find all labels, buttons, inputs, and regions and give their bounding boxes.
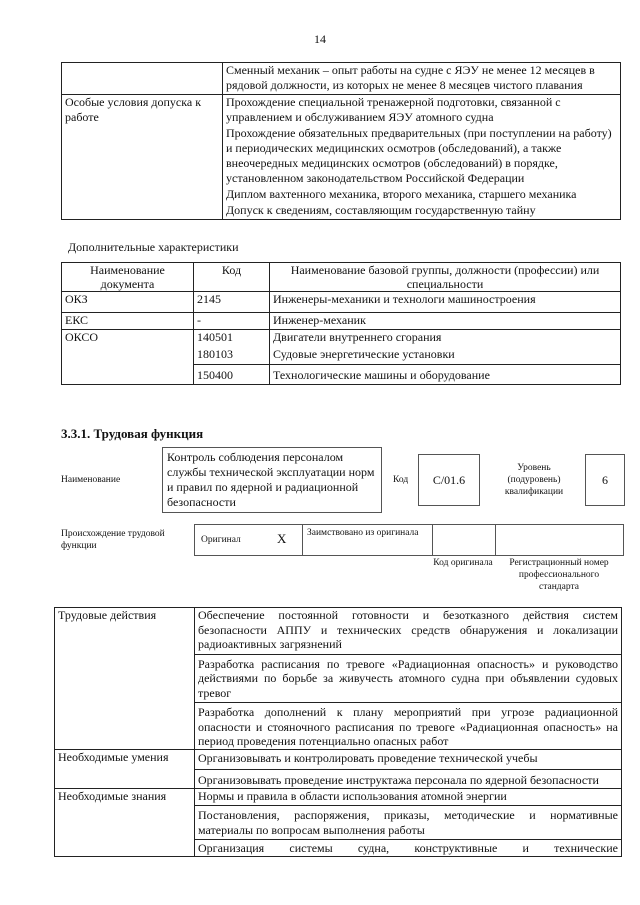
original-mark: X (277, 531, 287, 546)
table-row (62, 63, 621, 95)
experience-cell (223, 63, 621, 95)
origin-code-caption: Код оригинала (433, 558, 493, 568)
function-code-label: Код (393, 475, 409, 485)
header-code: Код (194, 263, 270, 292)
table-row (62, 292, 621, 313)
table-row (62, 330, 621, 345)
eks-name: Инженер-механик (270, 313, 621, 330)
list-item: Разработка дополнений к плану мероприятий при угрозе радиационной опасности и стояночного расписания по тревоге «Радиационная опасность» на период проведения потенциально опасных работ (195, 702, 621, 749)
function-name-label: Наименование (61, 475, 121, 485)
origin-divider (302, 525, 303, 555)
original-label: Оригинал (201, 535, 241, 545)
knowledge-cell (195, 788, 622, 856)
additional-characteristics-table (61, 262, 621, 385)
okz-doc: ОКЗ (62, 292, 194, 313)
function-name-value: Контроль соблюдения персоналом службы технической эксплуатации норм и правил по ядерной и радиационной безопасности (167, 450, 375, 509)
okso-code: 150400 (194, 364, 270, 384)
okso-code: 180103 (194, 344, 270, 364)
origin-label: Происхождение трудовой функции (61, 529, 165, 551)
list-item: Организация системы судна, конструктивные и технические (195, 839, 621, 856)
qualification-level-value: 6 (602, 473, 608, 487)
list-item: Диплом вахтенного механика, второго механика, старшего механика (226, 187, 577, 201)
table-row (55, 608, 622, 750)
special-conditions-cell (223, 95, 621, 220)
special-conditions-label: Особые условия допуска к работе (62, 95, 223, 220)
qualification-level-box (585, 454, 625, 506)
page-number: 14 (314, 32, 326, 46)
eks-code: - (194, 313, 270, 330)
okso-code: 140501 (194, 330, 270, 345)
table-row (55, 788, 622, 856)
list-item: Постановления, распоряжения, приказы, методические и нормативные материалы по вопросам выполнения работы (195, 805, 621, 839)
okso-name: Двигатели внутреннего сгорания (270, 330, 621, 345)
eks-doc: ЕКС (62, 313, 194, 330)
list-item: Организовывать проведение инструктажа персонала по ядерной безопасности (195, 769, 621, 788)
function-code-box (418, 454, 480, 506)
function-code-value: C/01.6 (432, 473, 466, 487)
okso-name: Технологические машины и оборудование (270, 364, 621, 384)
skills-cell (195, 749, 622, 788)
list-item: Разработка расписания по тревоге «Радиационная опасность» и руководство действиями по борьбе за живучесть атомного судна при объявлении судовых тревог (195, 654, 621, 703)
header-document: Наименование документа (62, 263, 194, 292)
list-item: Обеспечение постоянной готовности и безотказного действия систем безопасности АППУ и технических средств обнаружения и локализации радиоактивных загрязнений (198, 608, 618, 651)
okso-doc: ОКСО (62, 330, 194, 385)
function-name-box (162, 447, 382, 513)
section-title: 3.3.1. Трудовая функция (61, 426, 204, 441)
labor-actions-label: Трудовые действия (55, 608, 195, 750)
list-item: Организовывать и контролировать проведение технической учебы (198, 750, 538, 765)
list-item: Прохождение обязательных предварительных (при поступлении на работу) и периодических медицинских осмотров (обследований), а также внеочередных медицинских осмотров (обследований) в порядке, установленном законодательством Российской Федерации (226, 126, 612, 185)
experience-text: Сменный механик – опыт работы на судне с ЯЭУ не менее 12 месяцев в рядовой должности, из которых не менее 8 месяцев чистого плавания (226, 63, 595, 92)
skills-label: Необходимые умения (55, 749, 195, 788)
okz-code: 2145 (194, 292, 270, 313)
origin-divider (495, 525, 496, 555)
table-header-row (62, 263, 621, 292)
header-name: Наименование базовой группы, должности (профессии) или специальности (270, 263, 621, 292)
table-row (62, 313, 621, 330)
reg-number-caption: Регистрационный номер профессионального стандарта (509, 558, 609, 592)
qualification-requirements-table (61, 62, 621, 220)
origin-row (194, 524, 624, 556)
qualification-level-label: Уровень (подуровень) квалификации (504, 463, 564, 497)
additional-characteristics-title: Дополнительные характеристики (68, 240, 239, 254)
knowledge-label: Необходимые знания (55, 788, 195, 856)
labor-function-table (54, 607, 622, 857)
origin-divider (432, 525, 433, 555)
labor-actions-cell (195, 608, 622, 750)
list-item: Прохождение специальной тренажерной подготовки, связанной с управлением и обслуживанием ЯЭУ атомного судна (226, 95, 561, 124)
table-row (62, 95, 621, 220)
borrowed-label: Заимствовано из оригинала (307, 528, 419, 538)
table-row (55, 749, 622, 788)
list-item: Допуск к сведениям, составляющим государственную тайну (226, 203, 536, 217)
okz-name: Инженеры-механики и технологи машиностроения (270, 292, 621, 313)
list-item: Нормы и правила в области использования атомной энергии (198, 788, 507, 803)
okso-name: Судовые энергетические установки (270, 344, 621, 364)
